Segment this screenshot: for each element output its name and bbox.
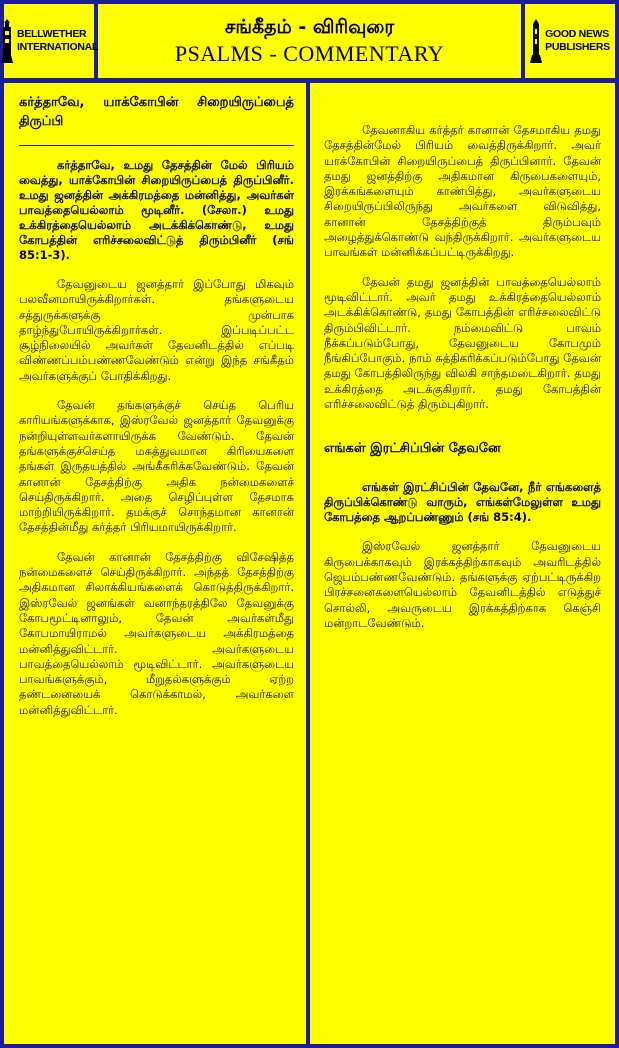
bellwether-logo xyxy=(4,4,98,78)
right-column xyxy=(310,83,615,1045)
commentary-paragraph: தேவன் தங்களுக்குச் செய்த பெரிய காரியங்களுக்காக, இஸ்ரவேல் ஜனத்தார் தேவனுக்கு நன்றியுள்ளவர்களாயிருக்க வேண்டும். தேவன் தங்களுக்குச்செய்த மகத்துவமான கிரியைகளை தங்கள் இருதயத்தில் அங்கீகரிக்கவேண்டும். தேவன் கானான் தேசத்திற்கு அதிக நன்மைகளைச் செய்திருக்கிறார். அதை செழிப்புள்ள தேசமாக மாற்றியிருக்கிறார். தமக்குச் சொந்தமான கானான் தேசத்தின்மீது கர்த்தர் பிரியமாயிருக்கிறார். xyxy=(19,398,294,535)
section-subheading: எங்கள் இரட்சிப்பின் தேவனே xyxy=(324,441,501,457)
title-english: PSALMS - COMMENTARY xyxy=(174,41,445,66)
good-news-logo xyxy=(521,4,615,78)
commentary-paragraph: தேவன் தமது ஜனத்தின் பாவத்தையெல்லாம் மூடிவிட்டார். அவர் தமது உக்கிரத்தையெல்லாம் அடக்கிக்கொண்டு, தமது கோபத்தின் எரிச்சலைவிட்டு திரும்பிவிட்டார். நம்மைவிட்டு பாவம் நீக்கப்படும்போது, தேவனுடைய கோபமும் நீங்கிப்போகும். நாம் சுத்திகரிக்கப்படும்போது தேவன் தமது கோபத்திலிருந்து விலகி சாந்தமடைகிறார். தமது உக்கிரத்தை அடக்குகிறார். தமது கோபத்தின் எரிச்சலைவிட்டுத் திரும்புகிறார். xyxy=(324,274,601,412)
page-title xyxy=(98,4,521,78)
good-news-line-1: GOOD NEWS xyxy=(545,28,609,40)
tower-icon xyxy=(0,19,14,63)
good-news-line-2: PUBLISHERS xyxy=(545,41,610,53)
header-banner xyxy=(4,4,615,83)
section-heading: கர்த்தாவே, யாக்கோபின் சிறையிருப்பைத் திருப்பி xyxy=(19,95,294,129)
scripture-verse: கர்த்தாவே, உமது தேசத்தின் மேல் பிரியம் வைத்து, யாக்கோபின் சிறையிருப்பைத் திருப்பினீர். உமது ஜனத்தின் அக்கிரமத்தை மன்னித்து, அவர்கள் பாவத்தையெல்லாம் மூடினீர். (சேலா.) உமது உக்கிரத்தையெல்லாம் அடக்கிக்கொண்டு, உமது கோபத்தின் எரிச்சலைவிட்டுத் திரும்பினீர் (சங் 85:1-3). xyxy=(19,158,294,262)
title-tamil: சங்கீதம் - விரிவுரை xyxy=(224,16,395,38)
heading-divider xyxy=(19,145,294,146)
commentary-paragraph: தேவனாகிய கர்த்தர் கானான் தேசமாகிய தமது தேசத்தின்மேல் பிரியம் வைத்திருக்கிறார். அவர் யாக்கோபின் சிறையிருப்பைத் திருப்பினார். தேவன் தமது ஜனத்திற்கு அதிகமான கிருபைகளையும், இரக்கங்களையும் காண்பித்து, அவர்களுடைய சிறையிருப்பிலிருந்து அவர்களை விடுவித்து, கானான் தேசத்திற்குத் திரும்பவும் அழைத்துக்கொண்டு வந்திருக்கிறார். அவர்களுடைய பாவங்கள் மன்னிக்கப்பட்டிருக்கிறது. xyxy=(324,123,601,260)
left-column xyxy=(4,83,310,1045)
scripture-verse: எங்கள் இரட்சிப்பின் தேவனே, நீர் எங்களைத் திருப்பிக்கொண்டு வாரும், எங்கள்மேலுள்ள உமது கோபத்தை ஆறப்பண்ணும் (சங் 85:4). xyxy=(324,480,601,525)
bellwether-line-2: INTERNATIONAL xyxy=(16,41,99,53)
commentary-paragraph: இஸ்ரவேல் ஜனத்தார் தேவனுடைய கிருபைக்காகவும் இரக்கத்திற்காகவும் அவரிடத்தில் ஜெபம்பண்ணவேண்டும். தங்களுக்கு ஏற்பட்டிருக்கிற பிரச்சனைகளையெல்லாம் தேவனிடத்தில் எடுத்துச் சொல்லி, அவருடைய இரக்கத்திற்காக கெஞ்சி மன்றாடவேண்டும். xyxy=(324,539,601,630)
commentary-paragraph: தேவனுடைய ஜனத்தார் இப்போது மிகவும் பலவீனமாயிருக்கிறார்கள். தங்களுடைய சத்துருக்களுக்கு முன்பாக தாழ்ந்துபோயிருக்கிறார்கள். இப்படிப்பட்ட சூழ்நிலையில் அவர்கள் தேவனிடத்தில் எப்படி விண்ணப்பம்பண்ணவேண்டும் என்று இந்த சங்கீதம் அவர்களுக்குப் போதிக்கிறது. xyxy=(19,277,294,383)
bellwether-line-1: BELLWETHER xyxy=(16,28,87,40)
commentary-paragraph: தேவன் கானான் தேசத்திற்கு விசேஷித்த நன்மைகளைச் செய்திருக்கிறார். அந்தத் தேசத்திற்கு அதிகமான சிலாக்கியங்களைக் கொடுத்திருக்கிறார். இஸ்ரவேல் ஜனங்கள் வனாந்தரத்திலே தேவனுக்கு கோபமூட்டினாலும், தேவன் அவர்கள்மீது கோபமாயிராமல் அவர்களுடைய அக்கிரமத்தை மன்னித்துவிட்டார். அவர்களுடைய பாவத்தையெல்லாம் மூடிவிட்டார். அவர்களுடைய பாவங்களுக்கும், மீறுதல்களுக்கும் ஏற்ற தண்டனையைக் கொடுக்காமல், அவர்களை மன்னித்துவிட்டார். xyxy=(19,549,294,717)
tower-icon xyxy=(530,19,542,63)
